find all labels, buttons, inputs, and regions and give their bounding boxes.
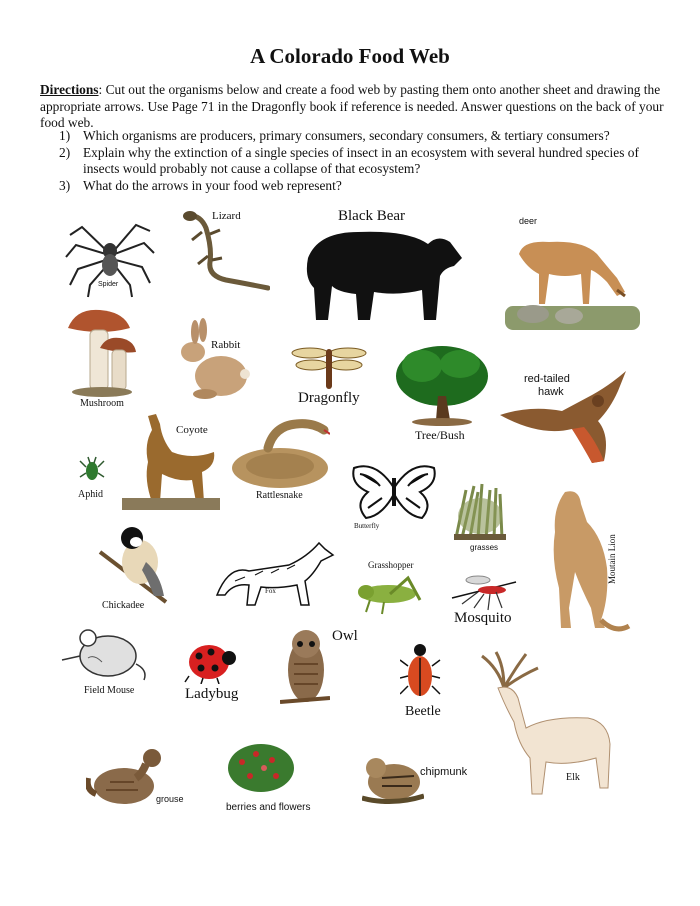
black-bear-card[interactable] [298,208,466,330]
beetle-label: Beetle [405,704,441,719]
elk-label: Elk [566,772,580,783]
butterfly-label: Butterfly [354,522,380,530]
owl-icon [280,624,330,708]
question-text: Explain why the extinction of a single species of insect in an ecosystem with several hundred species of insects would probably not cause a collapse of that ecosystem? [83,144,639,176]
elk-icon [468,648,626,813]
rabbit-icon [175,318,255,406]
hawk-label-line1: red-tailed [524,373,570,385]
field-mouse-card[interactable] [58,624,148,696]
grasshopper-card[interactable] [350,560,428,618]
aphid-card[interactable] [78,455,106,500]
spider-label: Spider [98,281,119,288]
mushroom-card[interactable] [66,308,138,409]
field-mouse-label: Field Mouse [84,685,135,696]
grasshopper-label: Grasshopper [368,560,414,570]
butterfly-card[interactable] [348,460,440,530]
fox-icon [215,535,335,607]
coyote-card[interactable] [122,410,220,512]
chickadee-label: Chickadee [102,600,145,611]
tree-icon [394,340,492,428]
beetle-icon [400,642,442,702]
chipmunk-label: chipmunk [420,766,468,778]
chickadee-card[interactable] [96,522,180,611]
lizard-label: Lizard [212,210,241,222]
question-item [59,145,669,178]
aphid-label: Aphid [78,489,103,500]
rattlesnake-label: Rattlesnake [256,490,303,501]
berries-icon [226,738,296,794]
directions-text: : Cut out the organisms below and create a food web by pasting them onto another sheet and drawing the appropriate arrows. Use Page 71 in the Dragonfly book if reference is needed. Answer questions on the back of your food web. [40,82,664,130]
tree-bush-label: Tree/Bush [415,428,465,442]
beetle-card[interactable] [400,642,442,719]
rabbit-label: Rabbit [211,339,241,351]
ladybug-icon [183,640,239,684]
dragonfly-icon [290,343,370,393]
black-bear-label: Black Bear [338,208,406,224]
mushroom-label: Mushroom [80,398,124,409]
coyote-label: Coyote [176,424,208,436]
question-text: Which organisms are producers, primary consumers, secondary consumers, & tertiary consumers? [83,128,610,143]
ladybug-card[interactable] [183,640,239,702]
deer-icon [505,208,640,333]
tree-bush-card[interactable] [394,340,492,442]
mountain-lion-card[interactable] [545,488,635,638]
elk-card[interactable] [468,648,626,813]
page-title: A Colorado Food Web [250,44,450,68]
deer-card[interactable] [505,208,640,333]
owl-label: Owl [332,628,358,644]
question-list [59,128,669,194]
chipmunk-card[interactable] [362,746,468,806]
question-number: 2) [59,144,71,160]
question-number: 3) [59,177,71,193]
fox-card[interactable] [215,535,335,607]
berries-card[interactable] [226,738,311,813]
mushroom-icon [66,308,138,400]
deer-label: deer [519,216,538,226]
dragonfly-card[interactable] [290,343,370,406]
question-item [59,128,669,145]
rattlesnake-icon [230,418,330,490]
mountain-lion-icon [545,488,635,638]
rattlesnake-card[interactable] [230,418,330,501]
grasses-label: grasses [470,543,499,552]
butterfly-icon [348,460,440,522]
owl-card[interactable] [280,624,358,708]
mosquito-card[interactable] [448,568,520,626]
aphid-icon [78,455,106,489]
mosquito-label: Mosquito [454,610,512,626]
ladybug-label: Ladybug [185,686,239,702]
directions-paragraph [40,82,665,132]
lizard-card[interactable] [178,204,270,292]
grasses-icon [452,482,508,542]
grouse-card[interactable] [86,738,184,810]
grasses-card[interactable] [452,482,508,552]
chickadee-icon [96,522,180,608]
question-number: 1) [59,128,71,143]
question-item [59,178,669,195]
dragonfly-label: Dragonfly [298,390,360,406]
mountain-lion-label: Moutain Lion [607,534,617,584]
chipmunk-icon [362,746,424,806]
field-mouse-icon [58,624,148,684]
berries-label: berries and flowers [226,802,311,813]
fox-label: Fox [265,587,276,595]
grouse-label: grouse [156,794,184,804]
directions-label: Directions [40,82,99,97]
hawk-card[interactable] [500,365,635,470]
black-bear-icon [298,208,466,330]
rabbit-card[interactable] [175,318,255,406]
mosquito-icon [448,568,520,612]
question-text: What do the arrows in your food web represent? [83,177,342,193]
spider-card[interactable] [62,205,157,300]
hawk-label-line2: hawk [538,386,564,398]
